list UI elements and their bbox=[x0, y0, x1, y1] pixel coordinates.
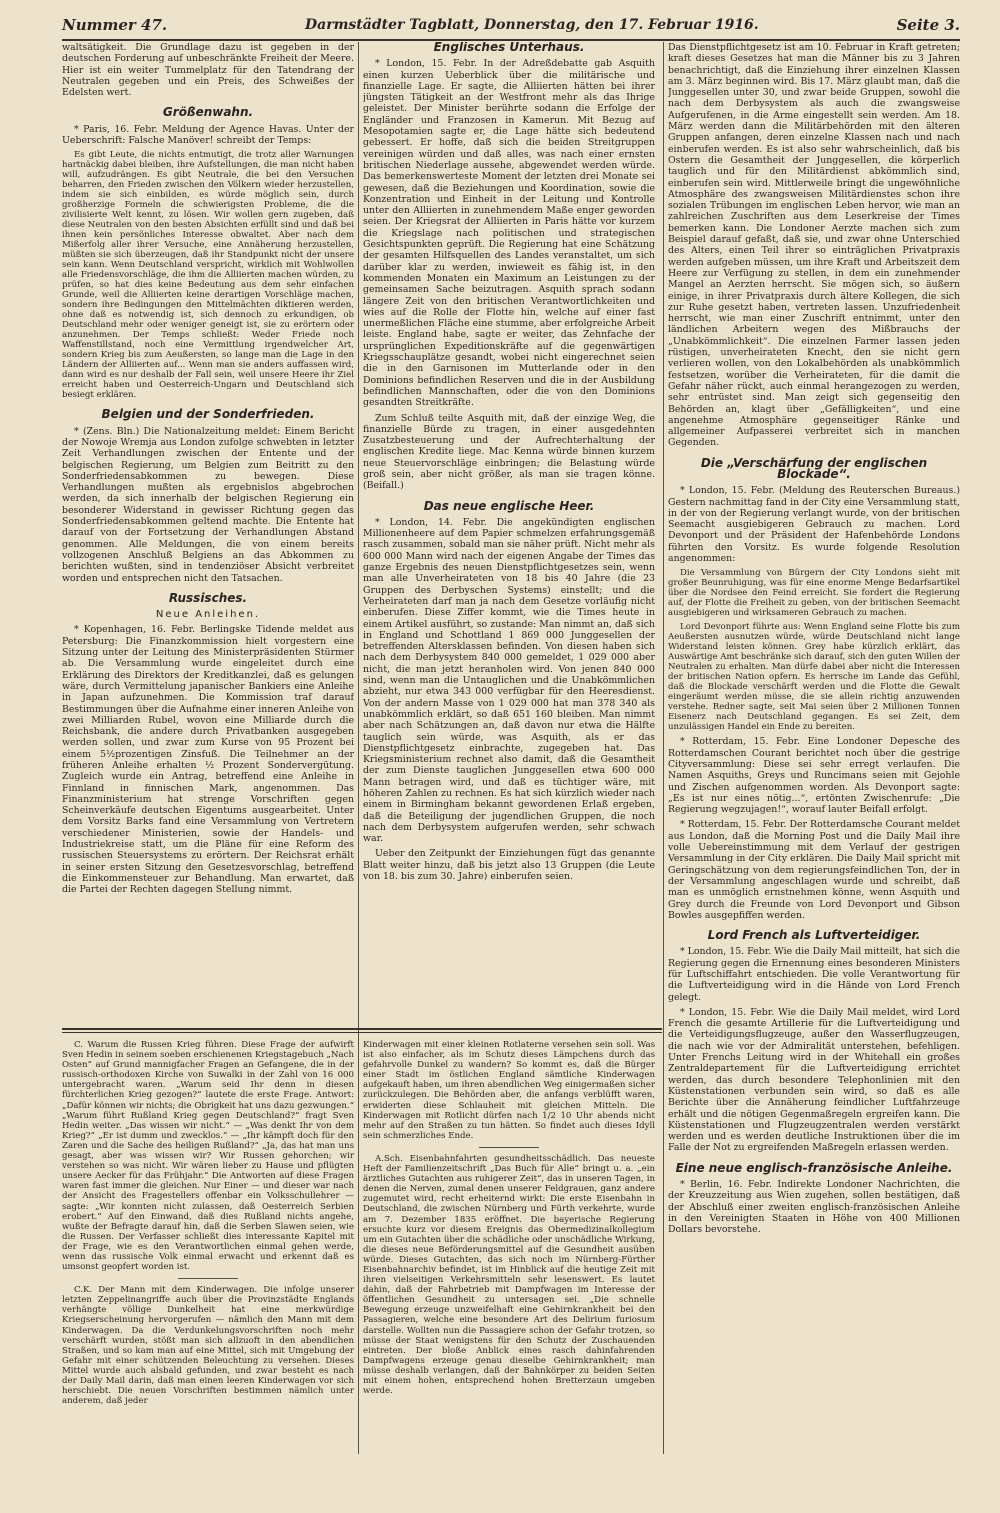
article-paragraph: Es gibt Leute, die nichts entmutigt, die trotz aller Warnungen hartnäckig dabei bleiben, ihre Aufstellungen, die man nicht haben will, aufzudrängen. Es gibt Neutrale, die bei den Versuchen beharren, den Frieden zwischen den Völkern wieder herzustellen, indem sie sich einbilden, es würde möglich sein, durch großherzige Formeln die schwierigsten Probleme, die die zivilisierte Welt kennt, zu lösen. Wir wollen gern zugeben, daß diese Neutralen von den besten Absichten erfüllt sind und daß bei ihnen kein persönliches Interesse obwaltet. Aber nach dem Mißerfolg aller ihrer Versuche, eine Annäherung herzustellen, müßten sie sich überzeugen, daß ihr Standpunkt nicht der unsere sein kann. Wenn Deutschland verspricht, wirklich mit Wohlwollen alle Friedensvorschläge, die ihm die Alliierten machen würden, zu prüfen, so hat dies keine Bedeutung aus dem sehr einfachen Grunde, weil die Alliierten keine derartigen Vorschläge machen, sondern ihre Bedingungen den Mittelmächten diktieren werden, ohne daß es notwendig ist, sich dennoch zu erkundigen, ob Deutschland mehr oder weniger geneigt ist, sie zu erörtern oder anzunehmen. Der Temps schließt: Weder Friede noch Waffenstillstand, noch eine Vermittlung irgendwelcher Art, sondern Krieg bis zum Aeußersten, so lange man die Lage in den Ländern der Alliierten auf... Wenn man sie anders auffassen wird, dann wird es nur deshalb der Fall sein, weil unsere Heere ihr Ziel erreicht haben und Oesterreich-Ungarn und Deutschland sich besiegt erklären. bbox=[62, 150, 354, 401]
article-paragraph: * London, 15. Febr. Wie die Daily Mail meldet, wird Lord French die gesamte Artillerie für die Luftverteidigung und die Verteidigungsflugzeuge, außer den Wasserflugzeugen, die nach wie vor der Admiralität unterstehen, befehligen. Unter Frenchs Leitung wird in der Whitehall ein großes Zentraldepartement für die Luftverteidigung errichtet werden, das durch besondere Telephonlinien mit den Küstenstationen verbunden sein wird, so daß es alle Berichte über die Annäherung feindlicher Luftfahrzeuge erhält und die nötigen Gegenmaßregeln ergreifen kann. Die Küstenstationen und Flugzeugzentralen werden verstärkt werden und es werden deutliche Instruktionen über die im Falle der Not zu ergreifenden Maßregeln erlassen werden. bbox=[668, 1006, 960, 1154]
subheadline-anleihen: Neue Anleihen. bbox=[155, 609, 261, 621]
divider bbox=[479, 1147, 539, 1148]
feuilleton-rule bbox=[62, 1032, 662, 1033]
article-continuation: waltsätigkeit. Die Grundlage dazu ist gegeben in der deutschen Forderung auf unbeschränkte Freiheit der Meere. Hier ist ein weiter Tummelplatz für den Tatendrang der Neutralen gegeben und ein Preis, des Schweißes der Edelsten wert. bbox=[62, 42, 354, 99]
feuilleton-item: A.Sch. Eisenbahnfahrten gesundheitsschädlich. Das neueste Heft der Familienzeitschrift „Das Buch für Alle“ bringt u. a. „ein ärztliches Gutachten aus ruhigerer Zeit“, das in unseren Tagen, in denen die Nerven, zumal denen unserer Feldgrauen, ganz andere zugemutet wird, recht erheiternd wirkt: Die erste Eisenbahn in Deutschland, die zwischen Nürnberg und Fürth verkehrte, wurde am 7. Dezember 1835 eröffnet. Die bayerische Regierung ersuchte kurz vor diesem Ereignis das Obermedizinalkollegium um ein Gutachten über die schädliche oder unschädliche Wirkung, die dieses neue Beförderungsmittel auf die Gesundheit ausüben würde. Dieses Gutachten, das sich noch im Nürnberg-Fürther Eisenbahnarchiv befindet, ist im Hinblick auf die heutige Zeit mit ihren vielseitigen Verkehrsmitteln sehr lesenswert. Es lautet dahin, daß der Fahrbetrieb mit Dampfwagen im Interesse der öffentlichen Gesundheit zu untersagen sei. „Die schnelle Bewegung erzeuge unzweifelhaft eine Gehirnkrankheit bei den Passagieren, welche eine besondere Art des Delirium furiosum darstelle. Wollten nun die Passagiere schon der Gefahr trotzen, so müsse der Staat wenigstens für den Schutz der Zuschauenden eintreten. Der bloße Anblick eines rasch dahinfahrenden Dampfwagens erzeuge genau dieselbe Gehirnkrankheit; man müsse deshalb verlangen, daß der Bahnkörper zu beiden Seiten mit einem hohen, entsprechend hohen Bretterzaun umgeben werde. bbox=[363, 1153, 655, 1397]
article-paragraph: * Paris, 16. Febr. Meldung der Agence Havas. Unter der Ueberschrift: Falsche Manöver! schreibt der Temps: bbox=[62, 123, 354, 147]
headline-anleihe: Eine neue englisch-französische Anleihe. bbox=[675, 1160, 953, 1175]
page-number: Seite 3. bbox=[896, 16, 960, 34]
divider bbox=[178, 1278, 238, 1279]
column-middle bbox=[363, 42, 655, 1032]
headline-russisches: Russisches. bbox=[168, 590, 248, 605]
masthead bbox=[62, 14, 960, 41]
article-paragraph: * Rotterdam, 15. Febr. Der Rotterdamsche Courant meldet aus London, daß die Morning Post und die Daily Mail ihre volle Uebereinstimmung mit dem Verlauf der gestrigen Versammlung in der City erklären. Die Daily Mail spricht mit Geringschätzung von dem regierungsfeindlichen Ton, der in der Versammlung angeschlagen wurde und schreibt, daß man es unmöglich ernstnehmen könne, wenn Asquith und Grey durch die Freunde von Lord Devonport und Gibson Bowles ausgepfiffen werden. bbox=[668, 819, 960, 921]
article-paragraph: Die Versammlung von Bürgern der City Londons sieht mit großer Beunruhigung, was für eine enorme Menge Bedarfsartikel über die Nordsee den Feind erreicht. Sie fordert die Regierung auf, der Flotte die Freiheit zu geben, von der britischen Seemacht ausgiebigeren und wirksameren Gebrauch zu machen. bbox=[668, 568, 960, 619]
article-paragraph: * London, 15. Febr. (Meldung des Reuterschen Bureaus.) Gestern nachmittag fand in der City eine Versammlung statt, in der von der Regierung verlangt wurde, von der britischen Seemacht ausgiebigeren Gebrauch zu machen. Lord Devonport und der Präsident der Hafenbehörde Londons führten den Vorsitz. Es wurde folgende Resolution angenommen: bbox=[668, 485, 960, 565]
headline-french: Lord French als Luftverteidiger. bbox=[707, 928, 921, 943]
article-paragraph: * (Zens. Bln.) Die Nationalzeitung meldet: Einem Bericht der Nowoje Wremja aus London zufolge schwebten in letzter Zeit Verhandlungen zwischen der Entente und der belgischen Regierung, um Belgien zum Beitritt zu den Sonderfriedensabkommen zu bewegen. Diese Verhandlungen mußten als ergebnislos abgebrochen werden, da sich innerhalb der belgischen Regierung ein besonderer Widerstand in gewisser Richtung gegen das Sonderfriedensabkommen geltend machte. Die Entente hat darauf von der Fortsetzung der Verhandlungen Abstand genommen. Alle Meldungen, die von einem bereits vollzogenen Anschluß Belgiens an das Abkommen zu berichten wußten, sind in tendenziöser Absicht verbreitet worden und entsprechen nicht den Tatsachen. bbox=[62, 425, 354, 584]
newspaper-dateline: Darmstädter Tagblatt, Donnerstag, den 17. Februar 1916. bbox=[305, 17, 759, 33]
headline-belgien: Belgien und der Sonderfrieden. bbox=[101, 407, 315, 422]
column-rule bbox=[663, 42, 664, 1454]
column-right bbox=[668, 42, 960, 1454]
article-paragraph: * London, 15. Febr. In der Adreßdebatte gab Asquith einen kurzen Ueberblick über die militärische und finanzielle Lage. Er sagte, die Alliierten hätten bei ihrer jüngsten Tätigkeit an der Westfront mehr als das Ihrige geleistet. Der Minister berührte sodann die Erfolge der Engländer und Franzosen in Kamerun. Mit Bezug auf Mesopotamien sagte er, die Lage hätte sich bedeutend gebessert. Er hoffe, daß sich die beiden Streitgruppen vereinigen würden und daß alles, was nach einer ernsten britischen Niederlage aussehe, abgewendet werden würde. Das bemerkenswerteste Moment der letzten drei Monate sei gewesen, daß die Beziehungen und Koordination, sowie die Konzentration und Einheit in der Leitung und Kontrolle unter den Alliierten in zunehmendem Maße enger geworden seien. Der Kriegsrat der Alliierten in Paris hätte vor kurzem die Kriegslage nach politischen und strategischen Gesichtspunkten geprüft. Die Regierung hat eine Schätzung der gesamten Hilfsquellen des Landes veranstaltet, um sich darüber klar zu werden, inwieweit es fähig ist, in den kommenden Monaten ein Maximum an Leistungen zu der gemeinsamen Sache beizutragen. Asquith sprach sodann längere Zeit von den britischen Verantwortlichkeiten und wies auf die Rolle der Flotte hin, welche auf einer fast unermeßlichen Fläche eine stumme, aber erfolgreiche Arbeit leiste. England habe, sagte er weiter, das Zehnfache der ursprünglichen Expeditionskräfte auf die gegenwärtigen Kriegsschauplätze gesandt, wobei nicht eingerechnet seien die in den Garnisonen im Mutterlande oder in den Dominions befindlichen Reserven und die in der Ausbildung befindlichen Mannschaften, oder die von den Dominions gesandten Streitkräfte. bbox=[363, 58, 655, 409]
feuilleton-left bbox=[62, 1040, 354, 1460]
feuilleton-middle bbox=[363, 1040, 655, 1460]
headline-groessenwahn: Größenwahn. bbox=[162, 105, 254, 120]
article-paragraph: * Kopenhagen, 16. Febr. Berlingske Tidende meldet aus Petersburg: Die Finanzkommission hielt vorgestern eine Sitzung unter der Leitung des Ministerpräsidenten Stürmer ab. Die Versammlung wurde eingeleitet durch eine Erklärung des Direktors der Kreditkanzlei, daß es gelungen wäre, durch Vermittelung japanischer Bankiers eine Anleihe in Japan aufzunehmen. Die Kommission traf darauf Bestimmungen über die Aufnahme einer inneren Anleihe von zwei Milliarden Rubel, wovon eine Milliarde durch die Reichsbank, die andere durch Privatbanken ausgegeben werden sollen, und zwar zum Kurse von 95 Prozent bei einem 5½prozentigen Zinsfuß. Die Teilnehmer an der früheren Anleihe erhalten ½ Prozent Sondervergütung. Zugleich wurde ein Antrag, betreffend eine Anleihe in Finnland in finnischen Mark, angenommen. Das Finanzministerium hat strenge Vorschriften gegen Scheinverkäufe deutschen Eigentums ausgearbeitet. Unter dem Vorsitz Barks fand eine Versammlung von Vertretern verschiedener Ministerien, sowie der Handels- und Industriekreise statt, um die Pläne für eine Reform des russischen Steuersystems zu erörtern. Der Reichsrat erhält in seiner ersten Sitzung den Gesetzesvorschlag, betreffend die Einkommensteuer zur Behandlung. Man erwartet, daß die Partei der Rechten dagegen Stellung nimmt. bbox=[62, 624, 354, 896]
feuilleton-rule bbox=[62, 1028, 662, 1030]
feuilleton-item: Kinderwagen mit einer kleinen Rotlaterne versehen sein soll. Was ist also einfacher, als im Schutz dieses Lämpchens durch das gefahrvolle Dunkel zu wandern? So kommt es, daß die Bürger einer Stadt im östlichen England sämtliche Kinderwagen aufgekauft haben, um ihren abendlichen Weg einigermaßen sicher zurückzulegen. Die Behörden aber, die anfangs verblüfft waren, erwiderten diese Schlauheit mit gleichen Mitteln. Die Kinderwagen mit Rotlicht dürfen nach 1/2 10 Uhr abends nicht mehr auf den Straßen zu tun hätten. So findet auch dieses Idyll sein schmerzliches Ende. bbox=[363, 1040, 655, 1141]
article-paragraph: * Berlin, 16. Febr. Indirekte Londoner Nachrichten, die der Kreuzzeitung aus Wien zugehen, sollen bestätigen, daß der Abschluß einer zweiten englisch-französischen Anleihe in den Vereinigten Staaten in Höhe von 400 Millionen Dollars bevorstehe. bbox=[668, 1179, 960, 1236]
issue-number: Nummer 47. bbox=[62, 16, 168, 34]
article-paragraph: * Rotterdam, 15. Febr. Eine Londoner Depesche des Rotterdamschen Courant berichtet noch über die gestrige Cityversammlung: Diese sei sehr erregt verlaufen. Die Namen Asquiths, Greys und Runcimans seien mit Gejohle und Zischen aufgenommen worden. Als Devonport sagte: „Es ist nur eines nötig...“, ertönten Zwischenrufe: „Die Regierung wegzujagen!“, worauf lauter Beifall erfolgt. bbox=[668, 736, 960, 816]
column-left bbox=[62, 42, 354, 1028]
article-paragraph: * London, 14. Febr. Die angekündigten englischen Millionenheere auf dem Papier schmelzen erfahrungsgemäß rasch zusammen, sobald man sie näher prüft. Nicht mehr als 600 000 Mann wird nach der eigenen Angabe der Times das ganze Ergebnis des neuen Dienstpflichtgesetzes sein, wenn man alle Unverheirateten von 18 bis 40 Jahre (die 23 Gruppen des Derbyschen Systems) einstellt; und die Verheirateten darf man ja nach dem Gesetze vorläufig nicht einberufen. Diese Ziffer kommt, wie die Times heute in einem Artikel ausführt, so zustande: Man nimmt an, daß sich in England und Schottland 1 869 000 Junggesellen der betreffenden Altersklassen befinden. Von diesen haben sich nach dem Derbysystem 840 000 gemeldet, 1 029 000 aber nicht, die man jetzt heranholen wird. Von jenen 840 000 sind, wenn man die Untauglichen und die Unabkömmlichen abzieht, nur etwa 343 000 verfügbar für den Heeresdienst. Von der andern Masse von 1 029 000 hat man 378 340 als unabkömmlich erklärt, so daß 651 160 bleiben. Man nimmt aber nach Schätzungen an, daß davon nur etwa die Hälfte tauglich sein würde, was Asquith, als er das Dienstpflichtgesetz einbrachte, zugegeben hat. Das Kriegsministerium rechnet also damit, daß die Gesamtheit der zum Dienste tauglichen Junggesellen etwa 600 000 Mann betragen wird, und daß es tüchtiger wäre, mit höheren Zahlen zu rechnen. Es hat sich kürzlich wieder nach einem in Birmingham bekannt gewordenen Erlaß ergeben, daß die Beteiligung der jugendlichen Gruppen, die noch nach dem Derbysystem aufgerufen werden, sehr schwach war. bbox=[363, 516, 655, 845]
article-paragraph: Ueber den Zeitpunkt der Einziehungen fügt das genannte Blatt weiter hinzu, daß bis jetzt also 13 Gruppen (die Leute von 18. bis zum 30. Jahre) einberufen seien. bbox=[363, 848, 655, 883]
feuilleton-item: C.K. Der Mann mit dem Kinderwagen. Die infolge unserer letzten Zeppelinangriffe auch über die Provinzstädte Englands verhängte völlige Dunkelheit hat eine merkwürdige Kriegserscheinung hervorgerufen — nämlich den Mann mit dem Kinderwagen. Da die Verdunkelungsvorschriften noch mehr verschärft wurden, stößt man sich allzuoft in den abendlichen Straßen, und so kam man auf eine Mittel, sich mit Umgebung der Gefahr mit einer schützenden Beleuchtung zu versehen. Dieses Mittel wurde auch alsbald gefunden, und zwar besteht es nach der Daily Mail darin, daß man einen leeren Kinderwagen vor sich herschiebt. Die neuen Vorschriften bestimmen nämlich unter anderem, daß jeder bbox=[62, 1285, 354, 1407]
article-paragraph: Zum Schluß teilte Asquith mit, daß der einzige Weg, die finanzielle Bürde zu tragen, in einer ausgedehnten Zusatzbesteuerung und der Aufrechterhaltung der englischen Kredite liege. Mac Kenna würde binnen kurzem neue Steuervorschläge einbringen; die Belastung würde groß sein, aber nicht größer, als man sie tragen könne. (Beifall.) bbox=[363, 412, 655, 492]
column-rule bbox=[358, 42, 359, 1454]
headline-unterhaus: Englisches Unterhaus. bbox=[433, 42, 585, 54]
article-paragraph: Lord Devonport führte aus: Wenn England seine Flotte bis zum Aeußersten ausnutzen würde, würde Deutschland nicht lange Widerstand leisten können. Grey habe kürzlich erklärt, das Auswärtige Amt beschränke sich darauf, sich den guten Willen der Neutralen zu erhalten. Man dürfe dabei aber nicht die Interessen der britischen Nation opfern. Es herrsche im Lande das Gefühl, daß die Blockade verschärft werden und die Flotte die Gewalt eingeräumt werden müsse, die sie allein richtig anzuwenden verstehe. Redner sagte, seit Mai seien über 2 Millionen Tonnen Eisenerz nach Deutschland gegangen. Es sei Zeit, dem unzulässigen Handel ein Ende zu bereiten. bbox=[668, 622, 960, 733]
feuilleton-item: C. Warum die Russen Krieg führen. Diese Frage der aufwirft Sven Hedin in seinem soeben erschienenen Kriegstagebuch „Nach Osten“ auf Grund mannigfacher Fragen an Gefangene, die in der russisch-orthodoxen Kirche von Suwalki in der Zahl von 16 000 untergebracht waren. „Warum seid Ihr denn in diesen fürchterlichen Krieg gezogen?“ lautete die erste Frage. Antwort: „Dafür können wir nichts; die Obrigkeit hat uns dazu gezwungen.“ „Warum führt Rußland Krieg gegen Deutschland?“ fragt Sven Hedin weiter. „Das wissen wir nicht.“ — „Was denkt Ihr von dem Krieg?“ „Er ist dumm und zwecklos.“ — „Ihr kämpft doch für den Zaren und die Sache des heiligen Rußland?“ „Ja, das hat man uns gesagt, aber was wissen wir? Wir Russen gehorchen; wir verstehen so was nicht. Wir wären lieber zu Hause und pflügten unsere Aecker für das Frühjahr.“ Die Antworten auf diese Fragen waren fast immer die gleichen. Nur Einer — und dieser war nach der Ansicht des Fragestellers offenbar ein Volksschullehrer — sagte: „Wir konnten nicht zulassen, daß Oesterreich Serbien erobert.“ Auf den Einwand, daß dies Rußland nichts angehe, wußte der Befragte darauf hin, daß die Serben Slawen seien, wie die Russen. Der Verfasser schließt dies interessante Kapitel mit der Frage, wie es den Verantwortlichen einmal gehen werde, wenn das russische Volk einmal erwacht und erkennt daß es umsonst geopfert worden ist. bbox=[62, 1040, 354, 1273]
headline-blockade: Die „Verschärfung der englischen Blockade“. bbox=[700, 455, 928, 481]
article-continuation: Das Dienstpflichtgesetz ist am 10. Februar in Kraft getreten; kraft dieses Gesetzes hat man die Männer bis zu 3 Jahren benachrichtigt, daß die Einziehung ihrer einzelnen Klassen am 3. März beginnen wird. Bis 17. März glaubt man, daß die Junggesellen unter 30, und zwar beide Gruppen, sowohl die nach dem Derbysystem als auch die zwangsweise Aufgerufenen, in die Arme eingestellt sein werden. Am 18. März werden dann die Militärbehörden mit den älteren Gruppen anfangen, deren einzelne Klassen nach und nach einberufen werden. Es ist also sehr wahrscheinlich, daß bis Ostern die Gesamtheit der Junggesellen, die körperlich tauglich und für den Militärdienst abkömmlich sind, einberufen sein wird. Mittlerweile bringt die ungewöhnliche Atmosphäre des zwangsweisen Militärdienstes schon ihre sozialen Trübungen im englischen Leben hervor, wie man an zahlreichen Zuschriften aus dem Leserkreise der Times bemerken kann. Die Londoner Aerzte machen sich zum Beispiel darauf gefaßt, daß sie, und zwar ohne Unterschied des Alters, einen Teil ihrer so einträglichen Privatpraxis werden aufgeben müssen, um ihre Kraft und Arbeitszeit dem Heere zur Verfügung zu stellen, in dem ein zunehmender Mangel an Aerzten herrscht. Sie mögen sich, so äußern einige, in ihrer Privatpraxis durch ältere Kollegen, die sich zur Ruhe gesetzt haben, vertreten lassen. Unzufriedenheit herrscht, wie man einer Zuschrift entnimmt, unter den ländlichen Arbeitern wegen des Mißbrauchs der „Unabkömmlichkeit“. Die einzelnen Farmer lassen jeden rüstigen, unverheirateten Knecht, den sie nicht gern verlieren wollen, von den Lokalbehörden als unabkömmlich festsetzen, worüber die Verheirateten, für die damit die Gefahr näher rückt, auch einmal herangezogen zu werden, sehr entrüstet sind. Man zeigt sich gegenseitig den Behörden an, klagt über „Gefälligkeiten“, und eine angenehme Atmosphäre gegenseitiger Ränke und allgemeiner Aufpasserei verbreitet sich in manchen Gegenden. bbox=[668, 42, 960, 449]
article-paragraph: * London, 15. Febr. Wie die Daily Mail mitteilt, hat sich die Regierung gegen die Ernennung eines besonderen Ministers für Luftschiffahrt entschieden. Die volle Verantwortung für die Luftverteidigung wird in die Hände von Lord French gelegt. bbox=[668, 946, 960, 1003]
headline-heer: Das neue englische Heer. bbox=[423, 498, 595, 513]
